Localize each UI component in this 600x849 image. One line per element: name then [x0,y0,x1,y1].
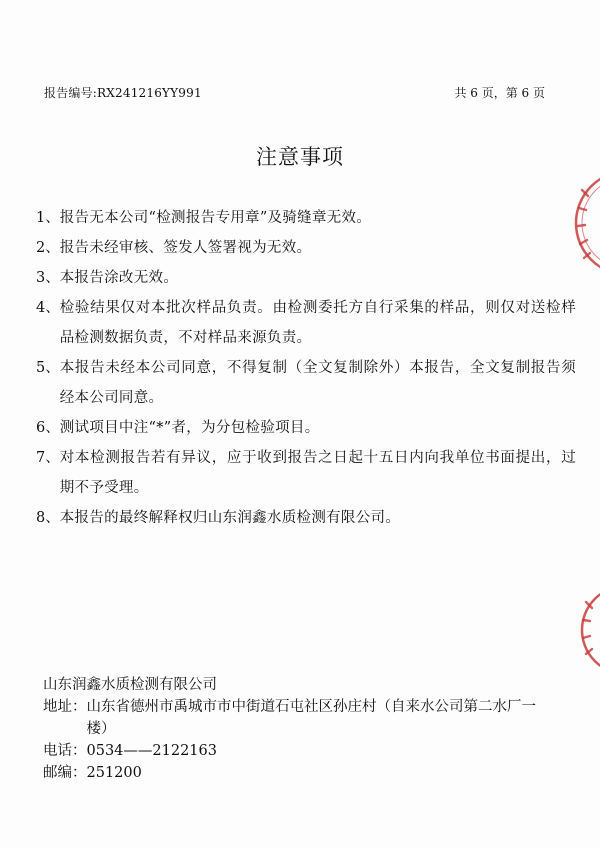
seal-stamp-icon [566,168,600,278]
phone-row [43,740,543,762]
notice-item [36,233,576,263]
seal-stamp-icon-graphic [566,590,600,670]
notice-number: 4、 [36,300,60,316]
seal-stamp-icon-graphic [566,168,600,278]
notice-number: 1、 [36,210,60,226]
notice-number: 7、 [36,450,60,466]
notice-text: 测试项目中注“*”者，为分包检验项目。 [59,420,320,436]
page-indicator: 共 6 页，第 6 页 [454,86,545,100]
company-name-row [43,674,543,696]
notice-text: 本报告的最终解释权归山东润鑫水质检测有限公司。 [59,510,401,526]
phone-value: 0534——2122163 [86,743,217,759]
notice-item [36,443,576,503]
notice-list [36,203,576,533]
postcode-row [43,762,543,784]
notice-number: 5、 [36,360,60,376]
notice-item [36,293,576,353]
notice-text: 报告无本公司“检测报告专用章”及骑缝章无效。 [59,210,372,226]
notice-text: 本报告未经本公司同意，不得复制（全文复制除外）本报告，全文复制报告须经本公司同意。 [59,360,576,406]
notice-item [36,503,576,533]
address-value: 山东省德州市禹城市市中街道石屯社区孙庄村（自来水公司第二水厂一楼） [86,699,536,737]
notice-number: 8、 [36,510,60,526]
address-label: 地址： [43,699,87,715]
notice-item [36,413,576,443]
report-number: 报告编号:RX241216YY991 [44,86,202,100]
address-row [43,696,543,740]
postcode-value: 251200 [86,765,142,781]
notice-text: 对本检测报告若有异议，应于收到报告之日起十五日内向我单位书面提出，过期不予受理。 [59,450,576,496]
notice-number: 3、 [36,270,60,286]
notice-text: 报告未经审核、签发人签署视为无效。 [59,240,312,256]
notice-item [36,263,576,293]
notice-item [36,353,576,413]
notice-item [36,203,576,233]
notice-text: 本报告涂改无效。 [59,270,179,286]
phone-label: 电话： [43,743,87,759]
postcode-label: 邮编： [43,765,87,781]
company-name: 山东润鑫水质检测有限公司 [43,677,217,693]
seal-stamp-icon [566,590,600,670]
notice-text: 检验结果仅对本批次样品负责。由检测委托方自行采集的样品，则仅对送检样品检测数据负责，不对样品来源负责。 [59,300,576,346]
page-title: 注意事项 [256,145,344,169]
company-info [43,674,543,784]
notice-number: 2、 [36,240,60,256]
notice-number: 6、 [36,420,60,436]
